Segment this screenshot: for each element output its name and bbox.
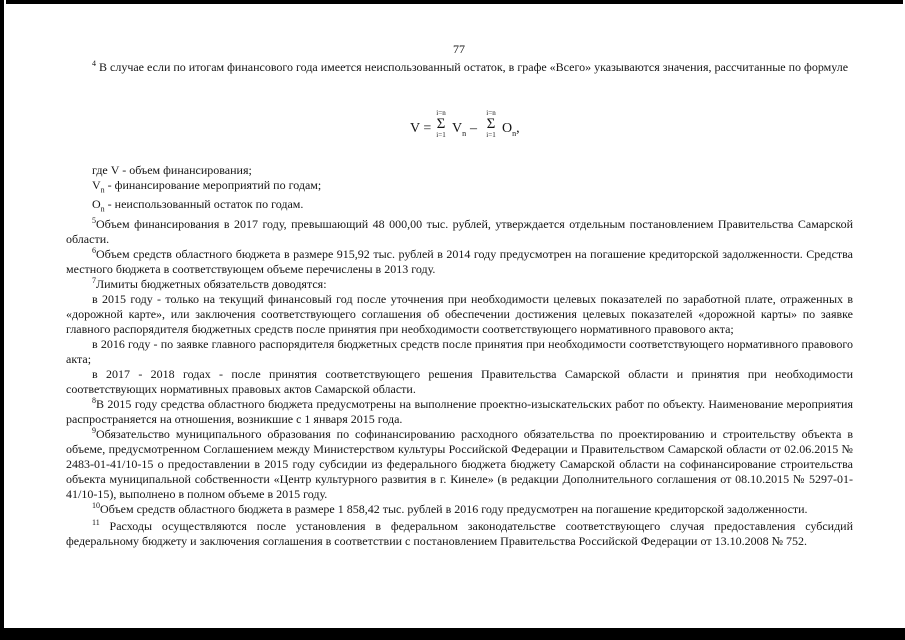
definition-on — [66, 197, 853, 216]
formula-lhs: V = — [410, 121, 432, 136]
definitions — [66, 163, 853, 217]
definition-subscript: n — [100, 185, 105, 195]
footnote-4 — [66, 60, 853, 75]
footnote-7 — [66, 277, 853, 292]
definition-v — [66, 163, 853, 178]
footnote-text: В случае если по итогам финансового года имеется неиспользованный остаток, в графе «Всего» указываются значения, рассчитанные по формуле — [99, 60, 849, 74]
formula — [66, 75, 853, 149]
footnote-marker: 7 — [92, 275, 96, 285]
footnote-9 — [66, 427, 853, 502]
footnote-5 — [66, 217, 853, 247]
summation-1 — [430, 109, 452, 139]
scan-border-left — [0, 0, 4, 640]
definition-text: - неиспользованный остаток по годам. — [104, 197, 304, 212]
footnotes — [66, 60, 853, 549]
formula-tail: , — [516, 121, 520, 136]
footnote-10 — [66, 502, 853, 517]
definition-symbol: где V — [92, 163, 120, 177]
footnote-marker: 8 — [92, 395, 96, 405]
footnote-11 — [66, 519, 853, 549]
definition-subscript: n — [100, 204, 105, 214]
footnote-7-item-2017-2018: в 2017 - 2018 годах - после принятия соответствующего решения Правительства Самарской области и принятия при необходимости соответствующих нормативных правовых актов Самарской области. — [66, 366, 853, 396]
summation-lower: i=1 — [486, 131, 496, 139]
footnote-marker: 6 — [92, 245, 96, 255]
footnote-text: Объем средств областного бюджета в размере 915,92 тыс. рублей в 2014 году предусмотрен на погашение кредиторской задолженности. Средства местного бюджета в соответствующем объеме перечислены в 2013 году. — [66, 246, 853, 276]
sigma-symbol: Σ — [436, 116, 446, 132]
definition-symbol: V — [92, 178, 101, 192]
footnote-marker: 11 — [92, 517, 100, 527]
summation-upper: i=n — [436, 109, 446, 117]
footnote-text: В 2015 году средства областного бюджета предусмотрены на выполнение проектно-изыскательских работ по объекту. Наименование мероприятия распространяется на отношения, возникшие с 1 января 2015 года. — [66, 396, 853, 426]
footnote-7-item-2016: в 2016 году - по заявке главного распорядителя бюджетных средств после принятия при необходимости соответствующего нормативного правового акта; — [66, 336, 853, 366]
footnote-text: Лимиты бюджетных обязательств доводятся: — [96, 276, 327, 291]
footnote-6 — [66, 247, 853, 277]
footnote-marker: 10 — [92, 500, 100, 510]
summation-2 — [480, 109, 502, 139]
scan-border-top — [6, 0, 903, 4]
page-number: 77 — [453, 42, 465, 56]
footnote-marker: 5 — [92, 215, 96, 225]
footnote-7-item-2015: в 2015 году - только на текущий финансовый год после уточнения при необходимости целевых показателей по заработной плате, отраженных в «дорожной карте», или заключения соответствующего соглашения об обеспечении достижения целевых показателей «дорожной карты» по заявке главного распорядителя бюджетных средств после принятия при необходимости соответствующего нормативного правового акта; — [66, 291, 853, 336]
definition-symbol: О — [92, 197, 101, 212]
term-symbol: V — [452, 121, 463, 136]
footnote-text: Объем средств областного бюджета в размере 1 858,42 тыс. рублей в 2016 году предусмотрен на погашение кредиторской задолженности. — [100, 501, 808, 516]
term-symbol: O — [502, 121, 513, 136]
footnote-text: Объем финансирования в 2017 году, превышающий 48 000,00 тыс. рублей, утверждается отдельным постановлением Правительства Самарской области. — [66, 216, 853, 246]
summation-lower: i=1 — [436, 131, 446, 139]
definition-vn — [66, 178, 853, 197]
footnote-marker: 4 — [92, 59, 96, 68]
footnote-text: Обязательство муниципального образования по софинансированию расходного обязательства по проектированию и строительству объекта в объеме, предусмотренном Соглашением между Министерством культуры Российской Федерации и Правительством Самарской области от 02.06.2015 № 2483-01-41/10-15 о предоставлении в 2015 году субсидии из федерального бюджета бюджету Самарской области на софинансирование строительства объекта муниципальной собственности «Центр культурного развития в г. Кинеле» (в редакции Дополнительного соглашения от 08.10.2015 № 5297-01-41/10-15), выполнено в полном объеме в 2015 году. — [66, 426, 853, 501]
term-subscript: n — [512, 128, 517, 138]
formula-term-1 — [452, 121, 466, 141]
sigma-symbol: Σ — [486, 116, 496, 132]
scan-border-bottom — [0, 628, 905, 640]
definition-text: - финансирование мероприятий по годам; — [104, 178, 322, 192]
footnote-8 — [66, 397, 853, 427]
footnote-marker: 9 — [92, 425, 96, 435]
footnote-text: Расходы осуществляются после установления в федеральном законодательстве соответствующего случая предоставления субсидий федеральному бюджету и заключения соглашения в соответствии с постановлением Правительства Российской Федерации от 13.10.2008 № 752. — [66, 518, 854, 548]
definition-text: - объем финансирования; — [119, 163, 252, 177]
summation-upper: i=n — [486, 109, 496, 117]
formula-term-2 — [502, 121, 520, 141]
formula-minus: – — [470, 121, 477, 136]
term-subscript: n — [462, 128, 467, 138]
